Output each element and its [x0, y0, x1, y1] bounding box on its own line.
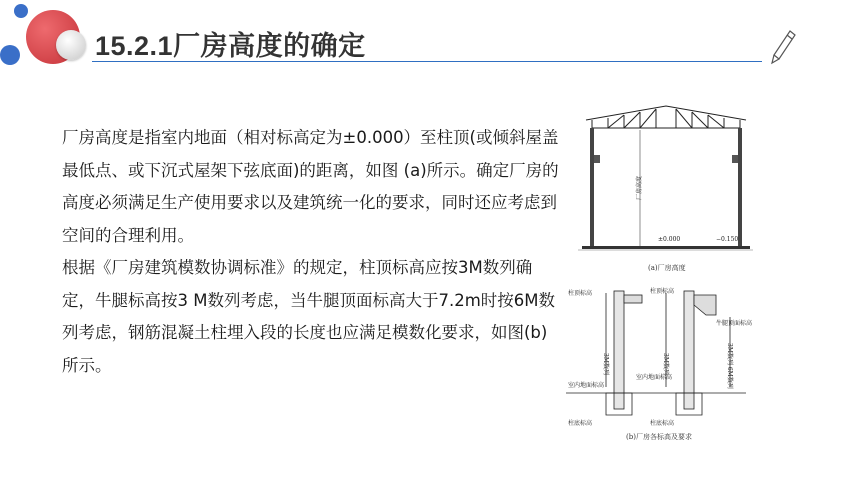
title-divider	[92, 61, 762, 62]
paragraph-1: 厂房高度是指室内地面（相对标高定为±0.000）至柱顶(或倾斜屋盖最低点、或下沉式屋架下弦底面)的距离，如图 (a)所示。确定厂房的高度必须满足生产使用要求以及建筑统一化的要求，同时还应考虑到空间的合理利用。	[62, 128, 559, 245]
fig-b-base-left: 柱底标高	[568, 420, 593, 427]
fig-b-floor-center: 室内地面标高	[636, 374, 673, 381]
fig-b-floor-left: 室内地面标高	[568, 382, 605, 389]
page-title: 15.2.1厂房高度的确定	[95, 31, 366, 61]
figure-a-diagram	[578, 100, 753, 280]
fig-a-outside-level: −0.150	[716, 236, 739, 243]
fig-b-dim-3m-2: 3M数列	[662, 353, 669, 375]
fig-b-dim-6m: 3M数列 6M数列	[726, 343, 733, 389]
decor-circle-gray	[56, 30, 86, 60]
fig-a-height-label: 厂房高度	[636, 175, 643, 200]
decor-circle-blue-large	[0, 45, 20, 65]
decor-circle-blue-small	[14, 4, 28, 18]
fig-b-base-right: 柱底标高	[650, 420, 675, 427]
figure-b-diagram	[566, 283, 753, 443]
fig-b-corbel-label: 牛腿顶面标高	[716, 320, 753, 327]
paragraph-2: 根据《厂房建筑模数协调标准》的规定，柱顶标高应按3M数列确定，牛腿标高按3 M数列考虑，当牛腿顶面标高大于7.2m时按6M数列考虑，钢筋混凝土柱埋入段的长度也应满足模数化要求，如图(b)所示。	[62, 258, 556, 375]
fig-a-caption: (a)厂房高度	[648, 264, 686, 272]
fig-a-floor-level: ±0.000	[658, 236, 681, 243]
fig-b-dim-3m: 3M数列	[602, 353, 609, 375]
fig-b-col-top-right: 柱顶标高	[650, 288, 675, 295]
pencil-icon	[770, 28, 798, 66]
body-text	[62, 122, 562, 382]
fig-b-caption: (b)厂房各标高及要求	[626, 433, 692, 441]
fig-b-col-top-left: 柱顶标高	[568, 290, 593, 297]
